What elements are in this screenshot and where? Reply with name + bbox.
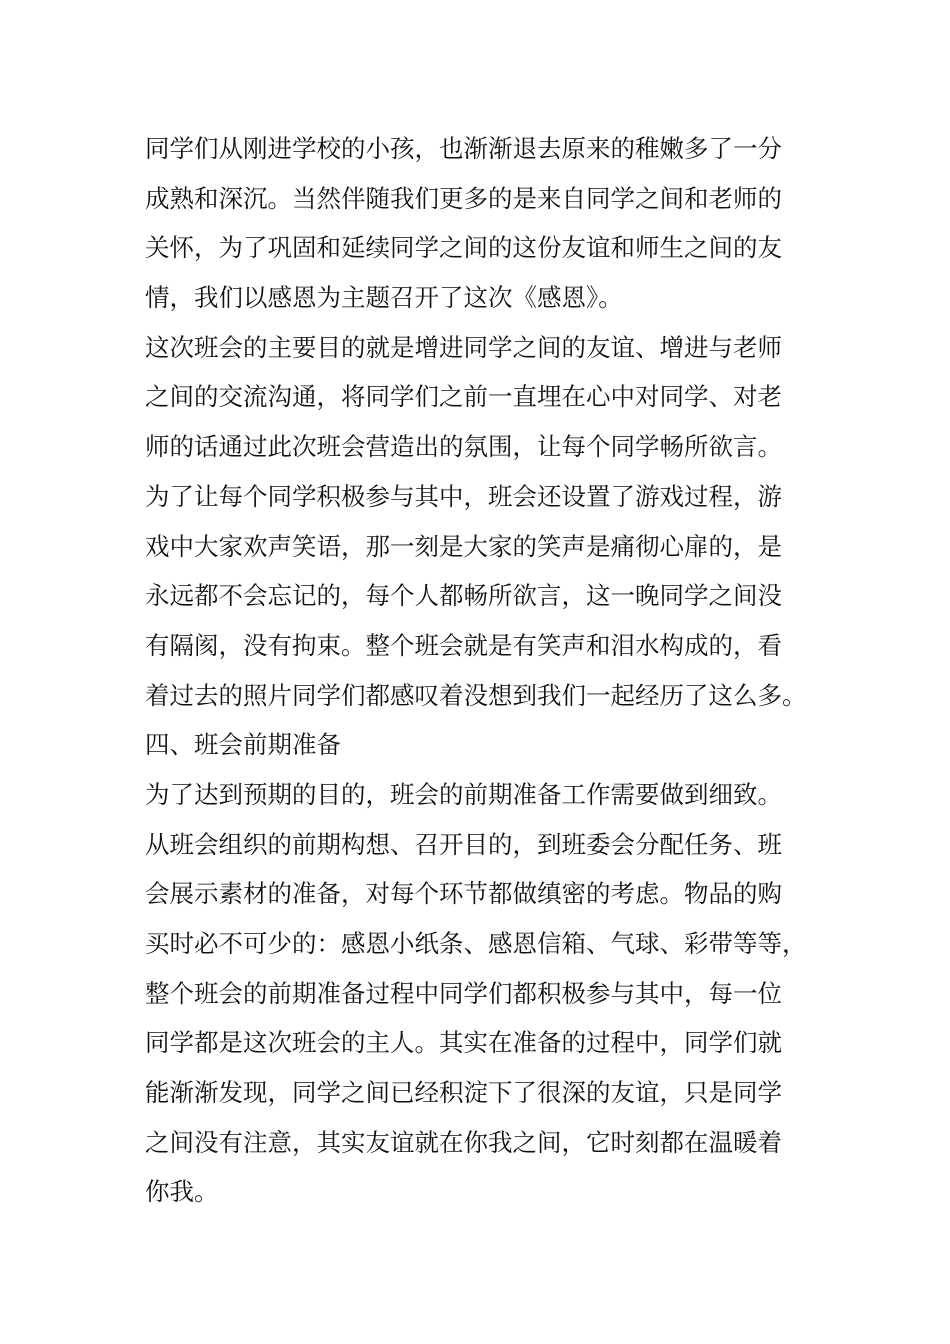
text-line: 这次班会的主要目的就是增进同学之间的友谊、增进与老师 — [145, 332, 782, 362]
text-line: 为了达到预期的目的，班会的前期准备工作需要做到细致。 — [145, 779, 782, 809]
text-line: 从班会组织的前期构想、召开目的，到班委会分配任务、班 — [145, 829, 782, 859]
text-line: 关怀，为了巩固和延续同学之间的这份友谊和师生之间的友 — [145, 233, 782, 263]
text-line: 同学们从刚进学校的小孩，也渐渐退去原来的稚嫩多了一分 — [145, 134, 782, 163]
text-line: 之间的交流沟通，将同学们之前一直埋在心中对同学、对老 — [145, 382, 782, 412]
text-line: 能渐渐发现，同学之间已经积淀下了很深的友谊，只是同学 — [145, 1078, 782, 1108]
text-line: 整个班会的前期准备过程中同学们都积极参与其中，每一位 — [145, 978, 782, 1008]
section-heading: 四、班会前期准备 — [145, 730, 341, 760]
text-line: 有隔阂，没有拘束。整个班会就是有笑声和泪水构成的，看 — [145, 630, 782, 660]
text-line: 师的话通过此次班会营造出的氛围，让每个同学畅所欲言。 — [145, 432, 782, 462]
text-line: 之间没有注意，其实友谊就在你我之间，它时刻都在温暖着 — [145, 1127, 782, 1157]
document-body — [145, 124, 813, 1217]
text-line: 情，我们以感恩为主题召开了这次《感恩》。 — [145, 283, 623, 313]
text-line: 同学都是这次班会的主人。其实在准备的过程中，同学们就 — [145, 1028, 782, 1058]
text-line: 永远都不会忘记的，每个人都畅所欲言，这一晚同学之间没 — [145, 581, 782, 611]
text-line: 成熟和深沉。当然伴随我们更多的是来自同学之间和老师的 — [145, 183, 782, 213]
text-line: 你我。 — [145, 1177, 219, 1207]
text-line: 买时必不可少的：感恩小纸条、感恩信箱、气球、彩带等等， — [145, 929, 807, 958]
text-line: 戏中大家欢声笑语，那一刻是大家的笑声是痛彻心扉的，是 — [145, 531, 782, 561]
text-line: 会展示素材的准备，对每个环节都做缜密的考虑。物品的购 — [145, 879, 782, 909]
text-line: 着过去的照片同学们都感叹着没想到我们一起经历了这么多。 — [145, 680, 807, 710]
text-line: 为了让每个同学积极参与其中，班会还设置了游戏过程，游 — [145, 481, 782, 511]
